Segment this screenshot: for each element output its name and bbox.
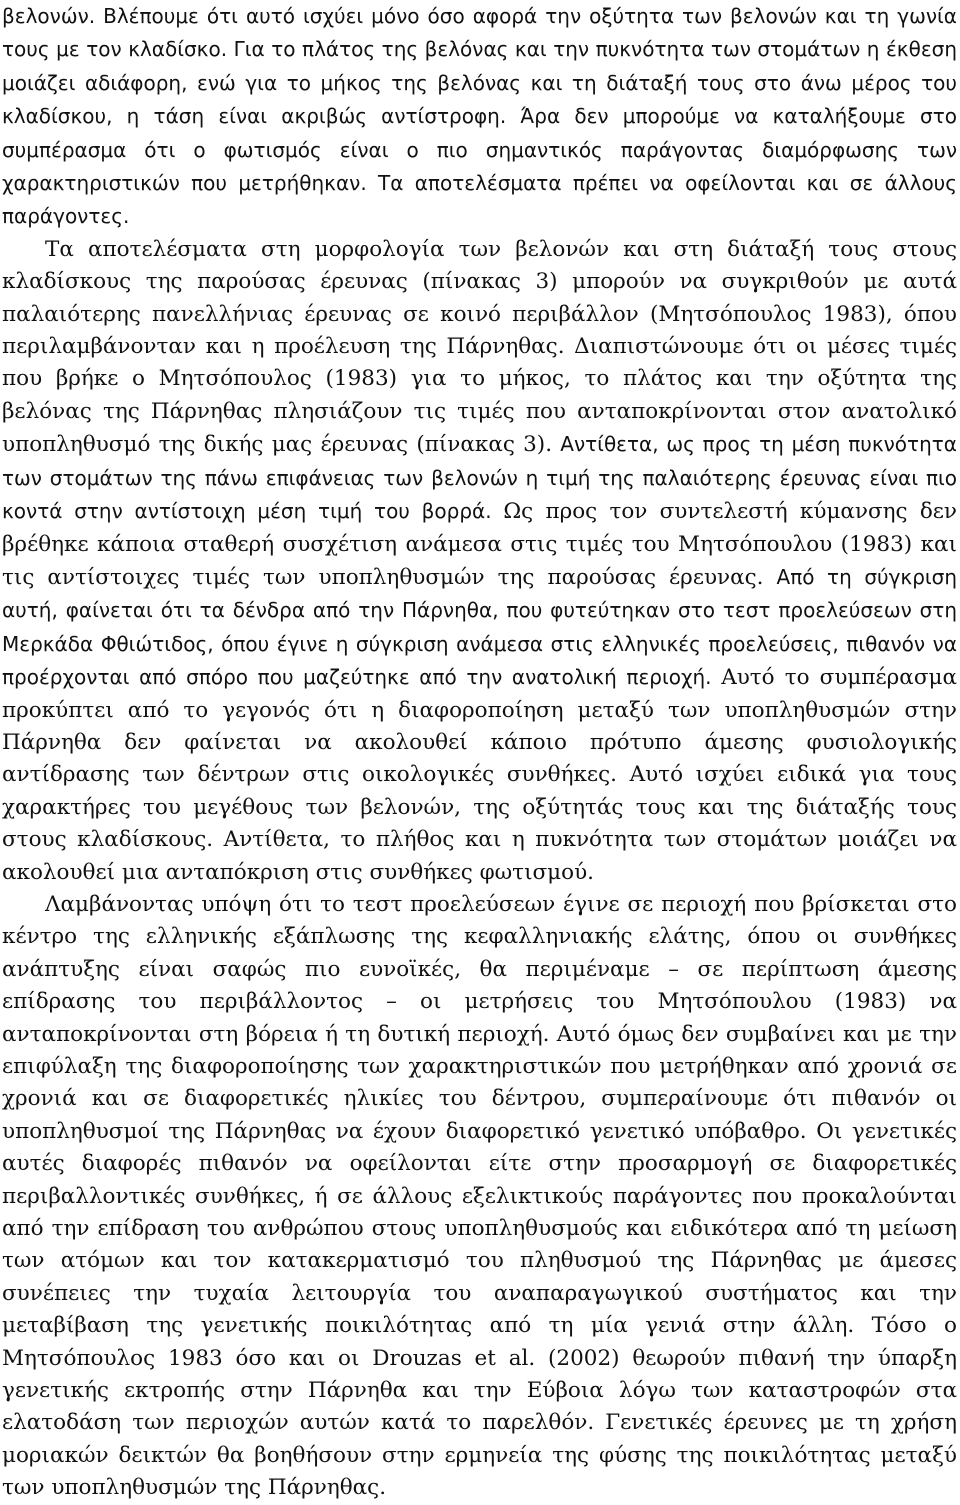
paragraph-2-text-a: Τα αποτελέσματα στη μορφολογία των βελονών και στη διάταξή τους στους κλαδίσκους της παρούσας έρευνας (πίνακας 3) μπορούν να συγκριθούν με αυτά παλαιότερης πανελλήνιας έρευνας σε κοινό περιβάλλον (Μητσόπουλος 1983), όπου περιλαμβάνονταν και η προέλευση της Πάρνηθας. Διαπιστώνουμε ότι οι μέσες τιμές που βρήκε ο Μητσόπουλος (1983) για το μήκος, το πλάτος και την οξύτητα της βελόνας της Πάρνηθας πλησιάζουν τις τιμές που ανταποκρίνονται στον ανατολικό υποπληθυσμό της δικής μας έρευνας (πίνακας 3). — [2, 236, 957, 458]
paragraph-2 — [2, 234, 957, 889]
paragraph-3-text: Λαμβάνοντας υπόψη ότι το τεστ προελεύσεων έγινε σε περιοχή που βρίσκεται στο κέντρο της ελληνικής εξάπλωσης της κεφαλληνιακής ελάτης, όπου οι συνθήκες ανάπτυξης είναι σαφώς πιο ευνοϊκές, θα περιμέναμε – σε περίπτωση άμεσης επίδρασης του περιβάλλοντος – οι μετρήσεις του Μητσόπουλου (1983) να ανταποκρίνονται στη βόρεια ή τη δυτική περιοχή. Αυτό όμως δεν συμβαίνει και με την επιφύλαξη της διαφοροποίησης των χαρακτηριστικών που μετρήθηκαν από χρονιά σε χρονιά και σε διαφορετικές ηλικίες του δέντρου, συμπεραίνουμε ότι πιθανόν οι υποπληθυσμοί της Πάρνηθας να έχουν διαφορετικό γενετικό υπόβαθρο. Οι γενετικές αυτές διαφορές πιθανόν να οφείλονται είτε στην προσαρμογή σε διαφορετικές περιβαλλοντικές συνθήκες, ή σε άλλους εξελικτικούς παράγοντες που προκαλούνται από την επίδραση του ανθρώπου στους υποπληθυσμούς και ειδικότερα από τη μείωση των ατόμων και τον κατακερματισμό του πληθυσμού της Πάρνηθας με άμεσες συνέπειες την τυχαία λειτουργία του αναπαραγωγικού συστήματος και την μεταβίβαση της γενετικής ποικιλότητας από τη μία γενιά στην άλλη. Τόσο ο Μητσόπουλος 1983 όσο και οι Drouzas et al. (2002) θεωρούν πιθανή την ύπαρξη γενετικής εκτροπής στην Πάρνηθα και την Εύβοια λόγω των καταστροφών στα ελατοδάση των περιοχών αυτών κατά το παρελθόν. Γενετικές έρευνες με τη χρήση μοριακών δεικτών θα βοηθήσουν στην ερμηνεία της φύσης της ποικιλότητας μεταξύ των υποπληθυσμών της Πάρνηθας. — [2, 891, 957, 1501]
paragraph-2-text-e: Αυτό το συμπέρασμα προκύπτει από το γεγονός ότι η διαφοροποίηση μεταξύ των υποπληθυσμών στην Πάρνηθα δεν φαίνεται να ακολουθεί κάποιο πρότυπο άμεσης φυσιολογικής αντίδρασης των δέντρων στις οικολογικές συνθήκες. Αυτό ισχύει ειδικά για τους χαρακτήρες του μεγέθους των βελονών, της οξύτητάς τους και της διάταξής τους στους κλαδίσκους. Αντίθετα, το πλήθος και η πυκνότητα των στομάτων μοιάζει να ακολουθεί μια ανταπόκριση στις συνθήκες φωτισμού. — [2, 665, 957, 885]
paragraph-2-text-b: Αντίθετα, ως προς τη μέση πυκνότητα των στομάτων της πάνω επιφάνειας των βελονών η τιμή της παλαιότερης έρευνας είναι πιο κοντά στην αντίστοιχη μέση τιμή του βορρά. — [2, 432, 957, 524]
paragraph-1-text: βελονών. Βλέπουμε ότι αυτό ισχύει μόνο όσο αφορά την οξύτητα των βελονών και τη γωνία τους με τον κλαδίσκο. Για το πλάτος της βελόνας και την πυκνότητα των στομάτων η έκθεση μοιάζει αδιάφορη, ενώ για το μήκος της βελόνας και τη διάταξή τους στο άνω μέρος του κλαδίσκου, η τάση είναι ακριβώς αντίστροφη. Άρα δεν μπορούμε να καταλήξουμε στο συμπέρασμα ότι ο φωτισμός είναι ο πιο σημαντικός παράγοντας διαμόρφωσης των χαρακτηριστικών που μετρήθηκαν. Τα αποτελέσματα πρέπει να οφείλονται και σε άλλους παράγοντες. — [2, 4, 957, 229]
paragraph-2-text-d: Από τη σύγκριση αυτή, φαίνεται ότι τα δένδρα από την Πάρνηθα, που φυτεύτηκαν στο τεστ προελεύσεων στη Μερκάδα Φθιώτιδος, όπου έγινε η σύγκριση ανάμεσα στις ελληνικές προελεύσεις, πιθανόν να προέρχονται από σπόρο που μαζεύτηκε από την ανατολική περιοχή. — [2, 564, 958, 690]
paragraph-2-text-c: Ως προς τον συντελεστή κύμανσης δεν βρέθηκε κάποια σταθερή συσχέτιση ανάμεσα στις τιμές του Μητσόπουλου (1983) και τις αντίστοιχες τιμές των υποπληθυσμών της παρούσας έρευνας. — [2, 499, 957, 590]
paragraph-3 — [2, 889, 957, 1505]
paragraph-1 — [2, 0, 957, 234]
